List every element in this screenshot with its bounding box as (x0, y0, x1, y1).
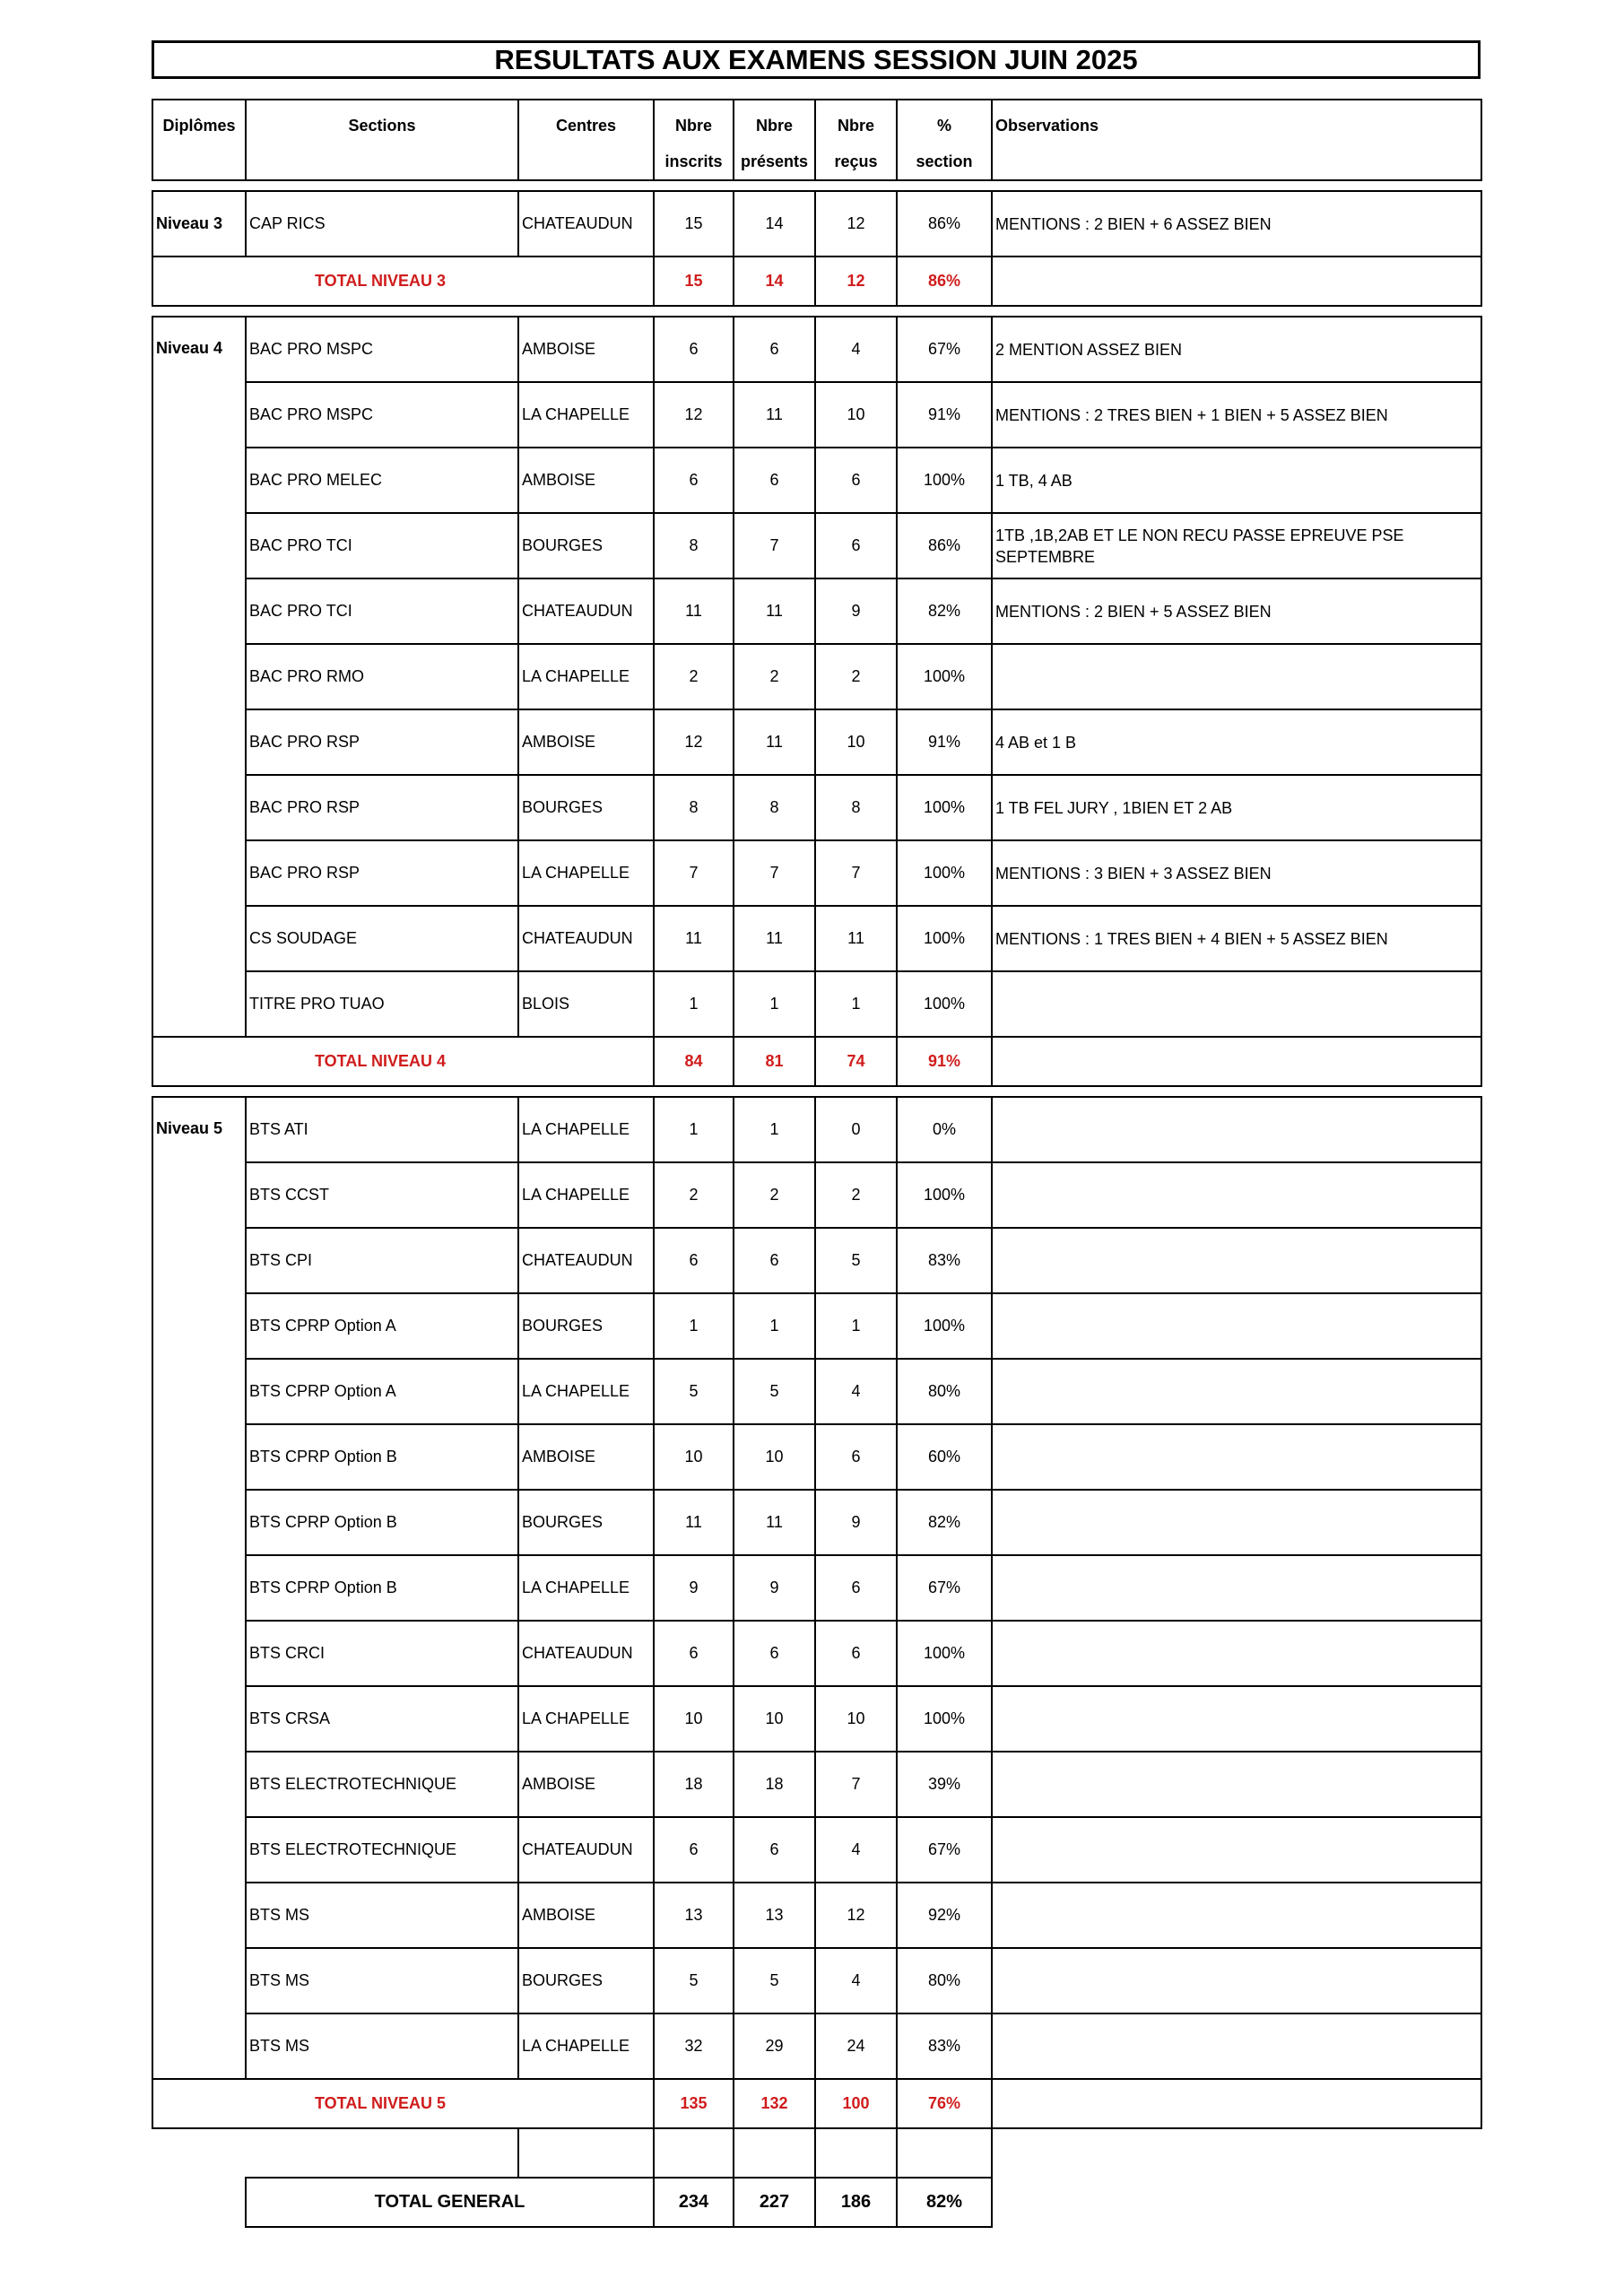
total-pct: 86% (897, 257, 992, 306)
cell-presents: 6 (734, 317, 815, 382)
cell-section: BTS ELECTROTECHNIQUE (246, 1817, 518, 1883)
cell-presents: 11 (734, 1490, 815, 1555)
cell-centre: AMBOISE (518, 709, 654, 775)
header-recus-line2: reçus (834, 152, 878, 170)
blank-left (152, 2128, 518, 2178)
cell-pct: 100% (897, 1621, 992, 1686)
page-title: RESULTATS AUX EXAMENS SESSION JUIN 2025 (152, 40, 1481, 79)
cell-centre: AMBOISE (518, 1883, 654, 1948)
cell-presents: 1 (734, 971, 815, 1037)
cell-pct: 100% (897, 1162, 992, 1228)
total-general-inscrits: 234 (654, 2178, 734, 2227)
table-row (152, 448, 1481, 513)
gap-cell (152, 1086, 1481, 1097)
cell-inscrits: 11 (654, 906, 734, 971)
cell-inscrits: 8 (654, 775, 734, 840)
total-general-right (992, 2178, 1481, 2227)
cell-recus: 10 (815, 382, 897, 448)
cell-centre: BOURGES (518, 1490, 654, 1555)
table-row (152, 1097, 1481, 1162)
table-row (152, 513, 1481, 578)
cell-presents: 6 (734, 1817, 815, 1883)
cell-presents: 10 (734, 1686, 815, 1752)
cell-inscrits: 10 (654, 1686, 734, 1752)
cell-inscrits: 12 (654, 382, 734, 448)
header-recus-line1: Nbre (837, 117, 874, 135)
cell-pct: 100% (897, 906, 992, 971)
total-label: TOTAL NIVEAU 5 (152, 2079, 654, 2128)
total-presents: 14 (734, 257, 815, 306)
cell-centre: LA CHAPELLE (518, 840, 654, 906)
cell-centre: CHATEAUDUN (518, 1621, 654, 1686)
cell-recus: 2 (815, 644, 897, 709)
cell-section: BTS CPRP Option B (246, 1555, 518, 1621)
cell-pct: 86% (897, 191, 992, 257)
cell-presents: 11 (734, 709, 815, 775)
table-row (152, 709, 1481, 775)
cell-presents: 6 (734, 1621, 815, 1686)
cell-recus: 4 (815, 317, 897, 382)
table-row (152, 840, 1481, 906)
gap-cell (152, 306, 1481, 317)
total-general-label: TOTAL GENERAL (246, 2178, 654, 2227)
header-pct-line1: % (936, 117, 951, 135)
cell-section: CAP RICS (246, 191, 518, 257)
cell-inscrits: 11 (654, 1490, 734, 1555)
cell-presents: 18 (734, 1752, 815, 1817)
cell-observations: MENTIONS : 2 BIEN + 6 ASSEZ BIEN (992, 191, 1481, 257)
cell-pct: 91% (897, 382, 992, 448)
cell-pct: 67% (897, 1555, 992, 1621)
cell-presents: 1 (734, 1293, 815, 1359)
cell-pct: 39% (897, 1752, 992, 1817)
total-observations (992, 1037, 1481, 1086)
cell-observations: 1 TB, 4 AB (992, 448, 1481, 513)
cell-centre: AMBOISE (518, 1424, 654, 1490)
cell-pct: 100% (897, 1293, 992, 1359)
total-observations (992, 257, 1481, 306)
header-row (152, 100, 1481, 180)
cell-recus: 6 (815, 513, 897, 578)
cell-recus: 1 (815, 971, 897, 1037)
cell-recus: 9 (815, 578, 897, 644)
cell-section: BTS CCST (246, 1162, 518, 1228)
cell-section: BTS CPRP Option B (246, 1490, 518, 1555)
table-row (152, 1817, 1481, 1883)
cell-inscrits: 6 (654, 1621, 734, 1686)
cell-inscrits: 2 (654, 644, 734, 709)
total-observations (992, 2079, 1481, 2128)
cell-centre: AMBOISE (518, 317, 654, 382)
total-presents: 81 (734, 1037, 815, 1086)
cell-centre: BOURGES (518, 1293, 654, 1359)
cell-inscrits: 5 (654, 1359, 734, 1424)
total-row (152, 2079, 1481, 2128)
cell-inscrits: 8 (654, 513, 734, 578)
cell-section: BTS CRSA (246, 1686, 518, 1752)
cell-observations: 1TB ,1B,2AB ET LE NON RECU PASSE EPREUVE PSE SEPTEMBRE (992, 513, 1481, 578)
cell-section: BAC PRO MSPC (246, 317, 518, 382)
cell-observations (992, 1490, 1481, 1555)
cell-section: BTS ELECTROTECHNIQUE (246, 1752, 518, 1817)
cell-centre: CHATEAUDUN (518, 191, 654, 257)
total-inscrits: 15 (654, 257, 734, 306)
cell-centre: BOURGES (518, 775, 654, 840)
header-inscrits-line2: inscrits (664, 152, 723, 170)
cell-presents: 13 (734, 1883, 815, 1948)
cell-centre: LA CHAPELLE (518, 1555, 654, 1621)
cell-pct: 86% (897, 513, 992, 578)
cell-recus: 10 (815, 1686, 897, 1752)
table-row (152, 1293, 1481, 1359)
cell-inscrits: 5 (654, 1948, 734, 2013)
cell-presents: 1 (734, 1097, 815, 1162)
header-presents-line1: Nbre (755, 117, 793, 135)
table-row (152, 1228, 1481, 1293)
cell-presents: 11 (734, 906, 815, 971)
cell-centre: AMBOISE (518, 448, 654, 513)
cell-inscrits: 15 (654, 191, 734, 257)
cell-observations (992, 1359, 1481, 1424)
cell-section: BTS MS (246, 2013, 518, 2079)
cell-presents: 7 (734, 513, 815, 578)
cell-observations (992, 1817, 1481, 1883)
header-inscrits (654, 100, 734, 180)
table-row (152, 382, 1481, 448)
cell-section: CS SOUDAGE (246, 906, 518, 971)
cell-pct: 0% (897, 1097, 992, 1162)
cell-centre: LA CHAPELLE (518, 2013, 654, 2079)
table-row (152, 1883, 1481, 1948)
cell-centre: CHATEAUDUN (518, 1817, 654, 1883)
cell-section: BAC PRO MELEC (246, 448, 518, 513)
total-pct: 91% (897, 1037, 992, 1086)
table-row (152, 317, 1481, 382)
total-general-pct: 82% (897, 2178, 992, 2227)
cell-recus: 2 (815, 1162, 897, 1228)
cell-section: BTS CPRP Option B (246, 1424, 518, 1490)
cell-presents: 11 (734, 382, 815, 448)
cell-section: BTS MS (246, 1948, 518, 2013)
cell-centre: CHATEAUDUN (518, 906, 654, 971)
cell-observations: 1 TB FEL JURY , 1BIEN ET 2 AB (992, 775, 1481, 840)
cell-pct: 80% (897, 1948, 992, 2013)
cell-section: BAC PRO RMO (246, 644, 518, 709)
table-row (152, 1948, 1481, 2013)
cell-recus: 5 (815, 1228, 897, 1293)
cell-observations: MENTIONS : 3 BIEN + 3 ASSEZ BIEN (992, 840, 1481, 906)
cell-observations: MENTIONS : 2 TRES BIEN + 1 BIEN + 5 ASSEZ BIEN (992, 382, 1481, 448)
cell-recus: 10 (815, 709, 897, 775)
blank-right (992, 2128, 1481, 2178)
cell-observations (992, 1621, 1481, 1686)
gap-cell (152, 180, 1481, 191)
table-row (152, 1490, 1481, 1555)
cell-inscrits: 2 (654, 1162, 734, 1228)
header-pct (897, 100, 992, 180)
cell-observations: MENTIONS : 1 TRES BIEN + 4 BIEN + 5 ASSEZ BIEN (992, 906, 1481, 971)
table-row (152, 775, 1481, 840)
total-recus: 74 (815, 1037, 897, 1086)
cell-observations (992, 644, 1481, 709)
header-presents (734, 100, 815, 180)
cell-presents: 2 (734, 1162, 815, 1228)
cell-pct: 100% (897, 1686, 992, 1752)
total-inscrits: 84 (654, 1037, 734, 1086)
cell-pct: 83% (897, 2013, 992, 2079)
cell-observations (992, 1883, 1481, 1948)
level-label: Niveau 3 (152, 191, 246, 257)
cell-observations (992, 1752, 1481, 1817)
total-pct: 76% (897, 2079, 992, 2128)
blank-row (152, 2128, 1481, 2178)
level-label: Niveau 4 (152, 317, 246, 1037)
cell-section: BAC PRO TCI (246, 578, 518, 644)
cell-section: BAC PRO TCI (246, 513, 518, 578)
cell-inscrits: 6 (654, 448, 734, 513)
cell-inscrits: 18 (654, 1752, 734, 1817)
cell-recus: 6 (815, 1424, 897, 1490)
cell-centre: LA CHAPELLE (518, 1097, 654, 1162)
total-general-recus: 186 (815, 2178, 897, 2227)
cell-inscrits: 10 (654, 1424, 734, 1490)
cell-presents: 11 (734, 578, 815, 644)
cell-section: BAC PRO RSP (246, 709, 518, 775)
cell-pct: 67% (897, 317, 992, 382)
cell-inscrits: 12 (654, 709, 734, 775)
cell-section: BTS CPRP Option A (246, 1293, 518, 1359)
header-presents-line2: présents (740, 152, 809, 170)
total-label: TOTAL NIVEAU 3 (152, 257, 654, 306)
cell-observations (992, 1555, 1481, 1621)
cell-pct: 60% (897, 1424, 992, 1490)
total-inscrits: 135 (654, 2079, 734, 2128)
table-row (152, 1752, 1481, 1817)
table-row (152, 2013, 1481, 2079)
cell-inscrits: 13 (654, 1883, 734, 1948)
cell-pct: 83% (897, 1228, 992, 1293)
header-sections: Sections (246, 100, 518, 180)
cell-recus: 6 (815, 1621, 897, 1686)
cell-inscrits: 6 (654, 1228, 734, 1293)
cell-inscrits: 7 (654, 840, 734, 906)
cell-recus: 4 (815, 1948, 897, 2013)
total-general-presents: 227 (734, 2178, 815, 2227)
cell-observations: MENTIONS : 2 BIEN + 5 ASSEZ BIEN (992, 578, 1481, 644)
table-row (152, 644, 1481, 709)
cell-pct: 100% (897, 644, 992, 709)
total-presents: 132 (734, 2079, 815, 2128)
cell-centre: BOURGES (518, 1948, 654, 2013)
cell-centre: LA CHAPELLE (518, 1359, 654, 1424)
cell-section: BTS CPRP Option A (246, 1359, 518, 1424)
table-row (152, 1555, 1481, 1621)
cell-recus: 11 (815, 906, 897, 971)
cell-inscrits: 6 (654, 1817, 734, 1883)
cell-presents: 5 (734, 1359, 815, 1424)
cell-inscrits: 6 (654, 317, 734, 382)
cell-recus: 6 (815, 448, 897, 513)
cell-inscrits: 1 (654, 971, 734, 1037)
cell-inscrits: 1 (654, 1293, 734, 1359)
header-centres: Centres (518, 100, 654, 180)
cell-section: BAC PRO MSPC (246, 382, 518, 448)
table-row (152, 1359, 1481, 1424)
total-row (152, 1037, 1481, 1086)
blank-cell (734, 2128, 815, 2178)
cell-centre: AMBOISE (518, 1752, 654, 1817)
cell-centre: BLOIS (518, 971, 654, 1037)
cell-observations: 4 AB et 1 B (992, 709, 1481, 775)
cell-centre: CHATEAUDUN (518, 578, 654, 644)
cell-centre: LA CHAPELLE (518, 382, 654, 448)
cell-observations (992, 2013, 1481, 2079)
cell-observations (992, 1293, 1481, 1359)
cell-pct: 100% (897, 840, 992, 906)
cell-observations (992, 1424, 1481, 1490)
cell-recus: 24 (815, 2013, 897, 2079)
cell-presents: 29 (734, 2013, 815, 2079)
cell-inscrits: 32 (654, 2013, 734, 2079)
cell-section: BAC PRO RSP (246, 775, 518, 840)
cell-centre: LA CHAPELLE (518, 644, 654, 709)
section-gap (152, 306, 1481, 317)
cell-section: BTS MS (246, 1883, 518, 1948)
cell-recus: 7 (815, 840, 897, 906)
cell-pct: 92% (897, 1883, 992, 1948)
cell-section: BTS CPI (246, 1228, 518, 1293)
cell-centre: LA CHAPELLE (518, 1162, 654, 1228)
cell-section: BAC PRO RSP (246, 840, 518, 906)
cell-recus: 0 (815, 1097, 897, 1162)
header-diplomes: Diplômes (152, 100, 246, 180)
cell-inscrits: 9 (654, 1555, 734, 1621)
cell-inscrits: 11 (654, 578, 734, 644)
section-gap (152, 1086, 1481, 1097)
cell-pct: 67% (897, 1817, 992, 1883)
cell-observations (992, 1686, 1481, 1752)
cell-presents: 7 (734, 840, 815, 906)
cell-pct: 80% (897, 1359, 992, 1424)
blank-cell (654, 2128, 734, 2178)
cell-presents: 2 (734, 644, 815, 709)
total-recus: 12 (815, 257, 897, 306)
cell-presents: 10 (734, 1424, 815, 1490)
cell-pct: 82% (897, 1490, 992, 1555)
cell-recus: 12 (815, 1883, 897, 1948)
cell-presents: 14 (734, 191, 815, 257)
cell-observations (992, 1162, 1481, 1228)
header-recus (815, 100, 897, 180)
cell-presents: 6 (734, 448, 815, 513)
table-row (152, 1621, 1481, 1686)
cell-centre: CHATEAUDUN (518, 1228, 654, 1293)
cell-observations: 2 MENTION ASSEZ BIEN (992, 317, 1481, 382)
cell-presents: 8 (734, 775, 815, 840)
cell-recus: 8 (815, 775, 897, 840)
cell-inscrits: 1 (654, 1097, 734, 1162)
table-row (152, 1162, 1481, 1228)
table-row (152, 906, 1481, 971)
cell-recus: 9 (815, 1490, 897, 1555)
table-row (152, 1424, 1481, 1490)
cell-pct: 100% (897, 971, 992, 1037)
cell-observations (992, 971, 1481, 1037)
cell-presents: 6 (734, 1228, 815, 1293)
cell-observations (992, 1228, 1481, 1293)
cell-centre: BOURGES (518, 513, 654, 578)
results-table (152, 99, 1482, 2228)
header-pct-line2: section (916, 152, 973, 170)
cell-pct: 100% (897, 448, 992, 513)
total-general-row (152, 2178, 1481, 2227)
blank-cell (897, 2128, 992, 2178)
cell-recus: 6 (815, 1555, 897, 1621)
cell-section: BTS ATI (246, 1097, 518, 1162)
table-row (152, 191, 1481, 257)
header-observations: Observations (992, 100, 1481, 180)
cell-presents: 9 (734, 1555, 815, 1621)
cell-recus: 4 (815, 1817, 897, 1883)
cell-observations (992, 1948, 1481, 2013)
total-recus: 100 (815, 2079, 897, 2128)
section-gap (152, 180, 1481, 191)
blank-cell (815, 2128, 897, 2178)
cell-section: TITRE PRO TUAO (246, 971, 518, 1037)
level-label: Niveau 5 (152, 1097, 246, 2079)
table-row (152, 578, 1481, 644)
blank-centre (518, 2128, 654, 2178)
results-body (152, 100, 1481, 2227)
cell-pct: 91% (897, 709, 992, 775)
table-row (152, 971, 1481, 1037)
cell-pct: 82% (897, 578, 992, 644)
cell-presents: 5 (734, 1948, 815, 2013)
cell-centre: LA CHAPELLE (518, 1686, 654, 1752)
cell-recus: 4 (815, 1359, 897, 1424)
total-label: TOTAL NIVEAU 4 (152, 1037, 654, 1086)
cell-observations (992, 1097, 1481, 1162)
cell-section: BTS CRCI (246, 1621, 518, 1686)
cell-recus: 1 (815, 1293, 897, 1359)
header-inscrits-line1: Nbre (674, 117, 712, 135)
total-general-spacer (152, 2178, 246, 2227)
cell-recus: 7 (815, 1752, 897, 1817)
total-row (152, 257, 1481, 306)
cell-recus: 12 (815, 191, 897, 257)
cell-pct: 100% (897, 775, 992, 840)
table-row (152, 1686, 1481, 1752)
